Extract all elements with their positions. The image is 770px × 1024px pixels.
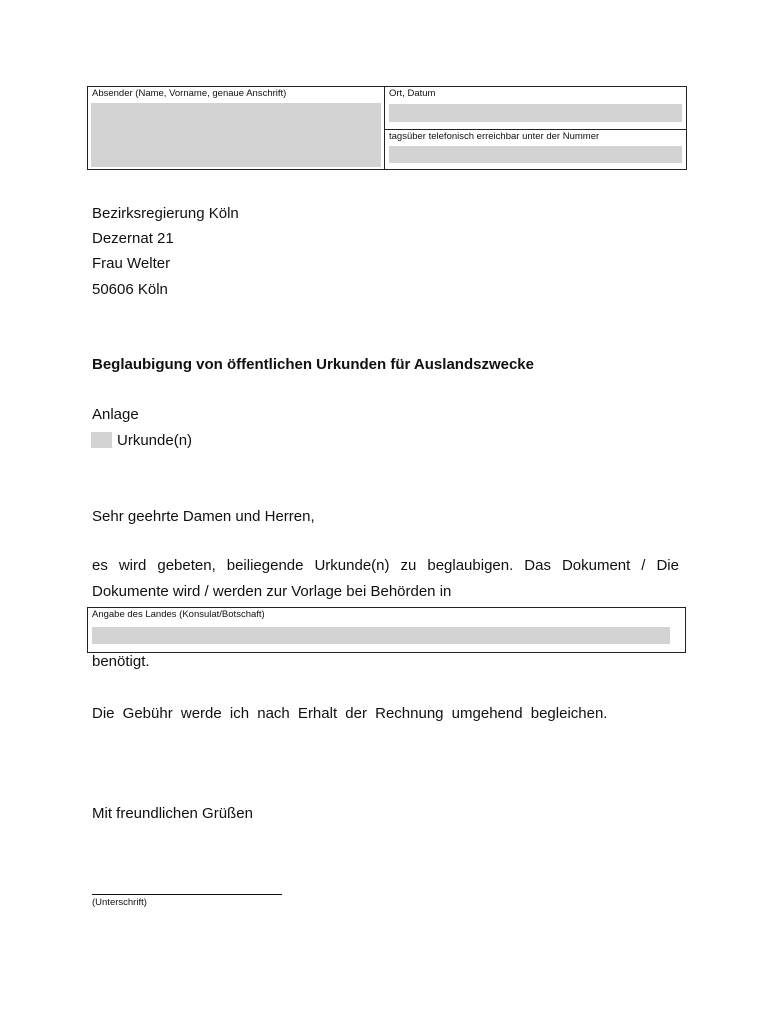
document-count-input[interactable] (91, 432, 112, 448)
sender-section (88, 87, 385, 169)
subject-line: Beglaubigung von öffentlichen Urkunden für Auslandszwecke (92, 356, 534, 373)
sender-label: Absender (Name, Vorname, genaue Anschrift) (92, 88, 287, 99)
attachment-heading: Anlage (92, 406, 139, 423)
country-input[interactable] (92, 627, 670, 644)
closing-text: Mit freundlichen Grüßen (92, 805, 253, 822)
sender-input[interactable] (91, 103, 381, 167)
recipient-line-3: Frau Welter (92, 255, 171, 272)
country-label: Angabe des Landes (Konsulat/Botschaft) (92, 609, 265, 620)
signature-label: (Unterschrift) (92, 897, 147, 908)
recipient-line-4: 50606 Köln (92, 281, 168, 298)
signature-line (92, 894, 282, 895)
attachment-item-label: Urkunde(n) (117, 432, 193, 449)
paragraph-line-2: Dokumente wird / werden zur Vorlage bei Behörden in (92, 583, 452, 600)
salutation: Sehr geehrte Damen und Herren, (92, 508, 315, 525)
sender-header-box (87, 86, 687, 170)
fee-text: Die Gebühr werde ich nach Erhalt der Rechnung umgehend begleichen. (92, 705, 608, 722)
needed-text: benötigt. (92, 653, 150, 670)
country-box (87, 607, 686, 653)
place-date-input[interactable] (389, 104, 682, 122)
place-date-section (385, 87, 686, 130)
phone-input[interactable] (389, 146, 682, 163)
phone-section (385, 130, 686, 169)
place-date-label: Ort, Datum (389, 88, 436, 99)
recipient-line-2: Dezernat 21 (92, 230, 174, 247)
recipient-line-1: Bezirksregierung Köln (92, 205, 239, 222)
paragraph-line-1: es wird gebeten, beiliegende Urkunde(n) zu beglaubigen. Das Dokument / Die (92, 557, 679, 574)
phone-label: tagsüber telefonisch erreichbar unter der Nummer (389, 131, 600, 142)
